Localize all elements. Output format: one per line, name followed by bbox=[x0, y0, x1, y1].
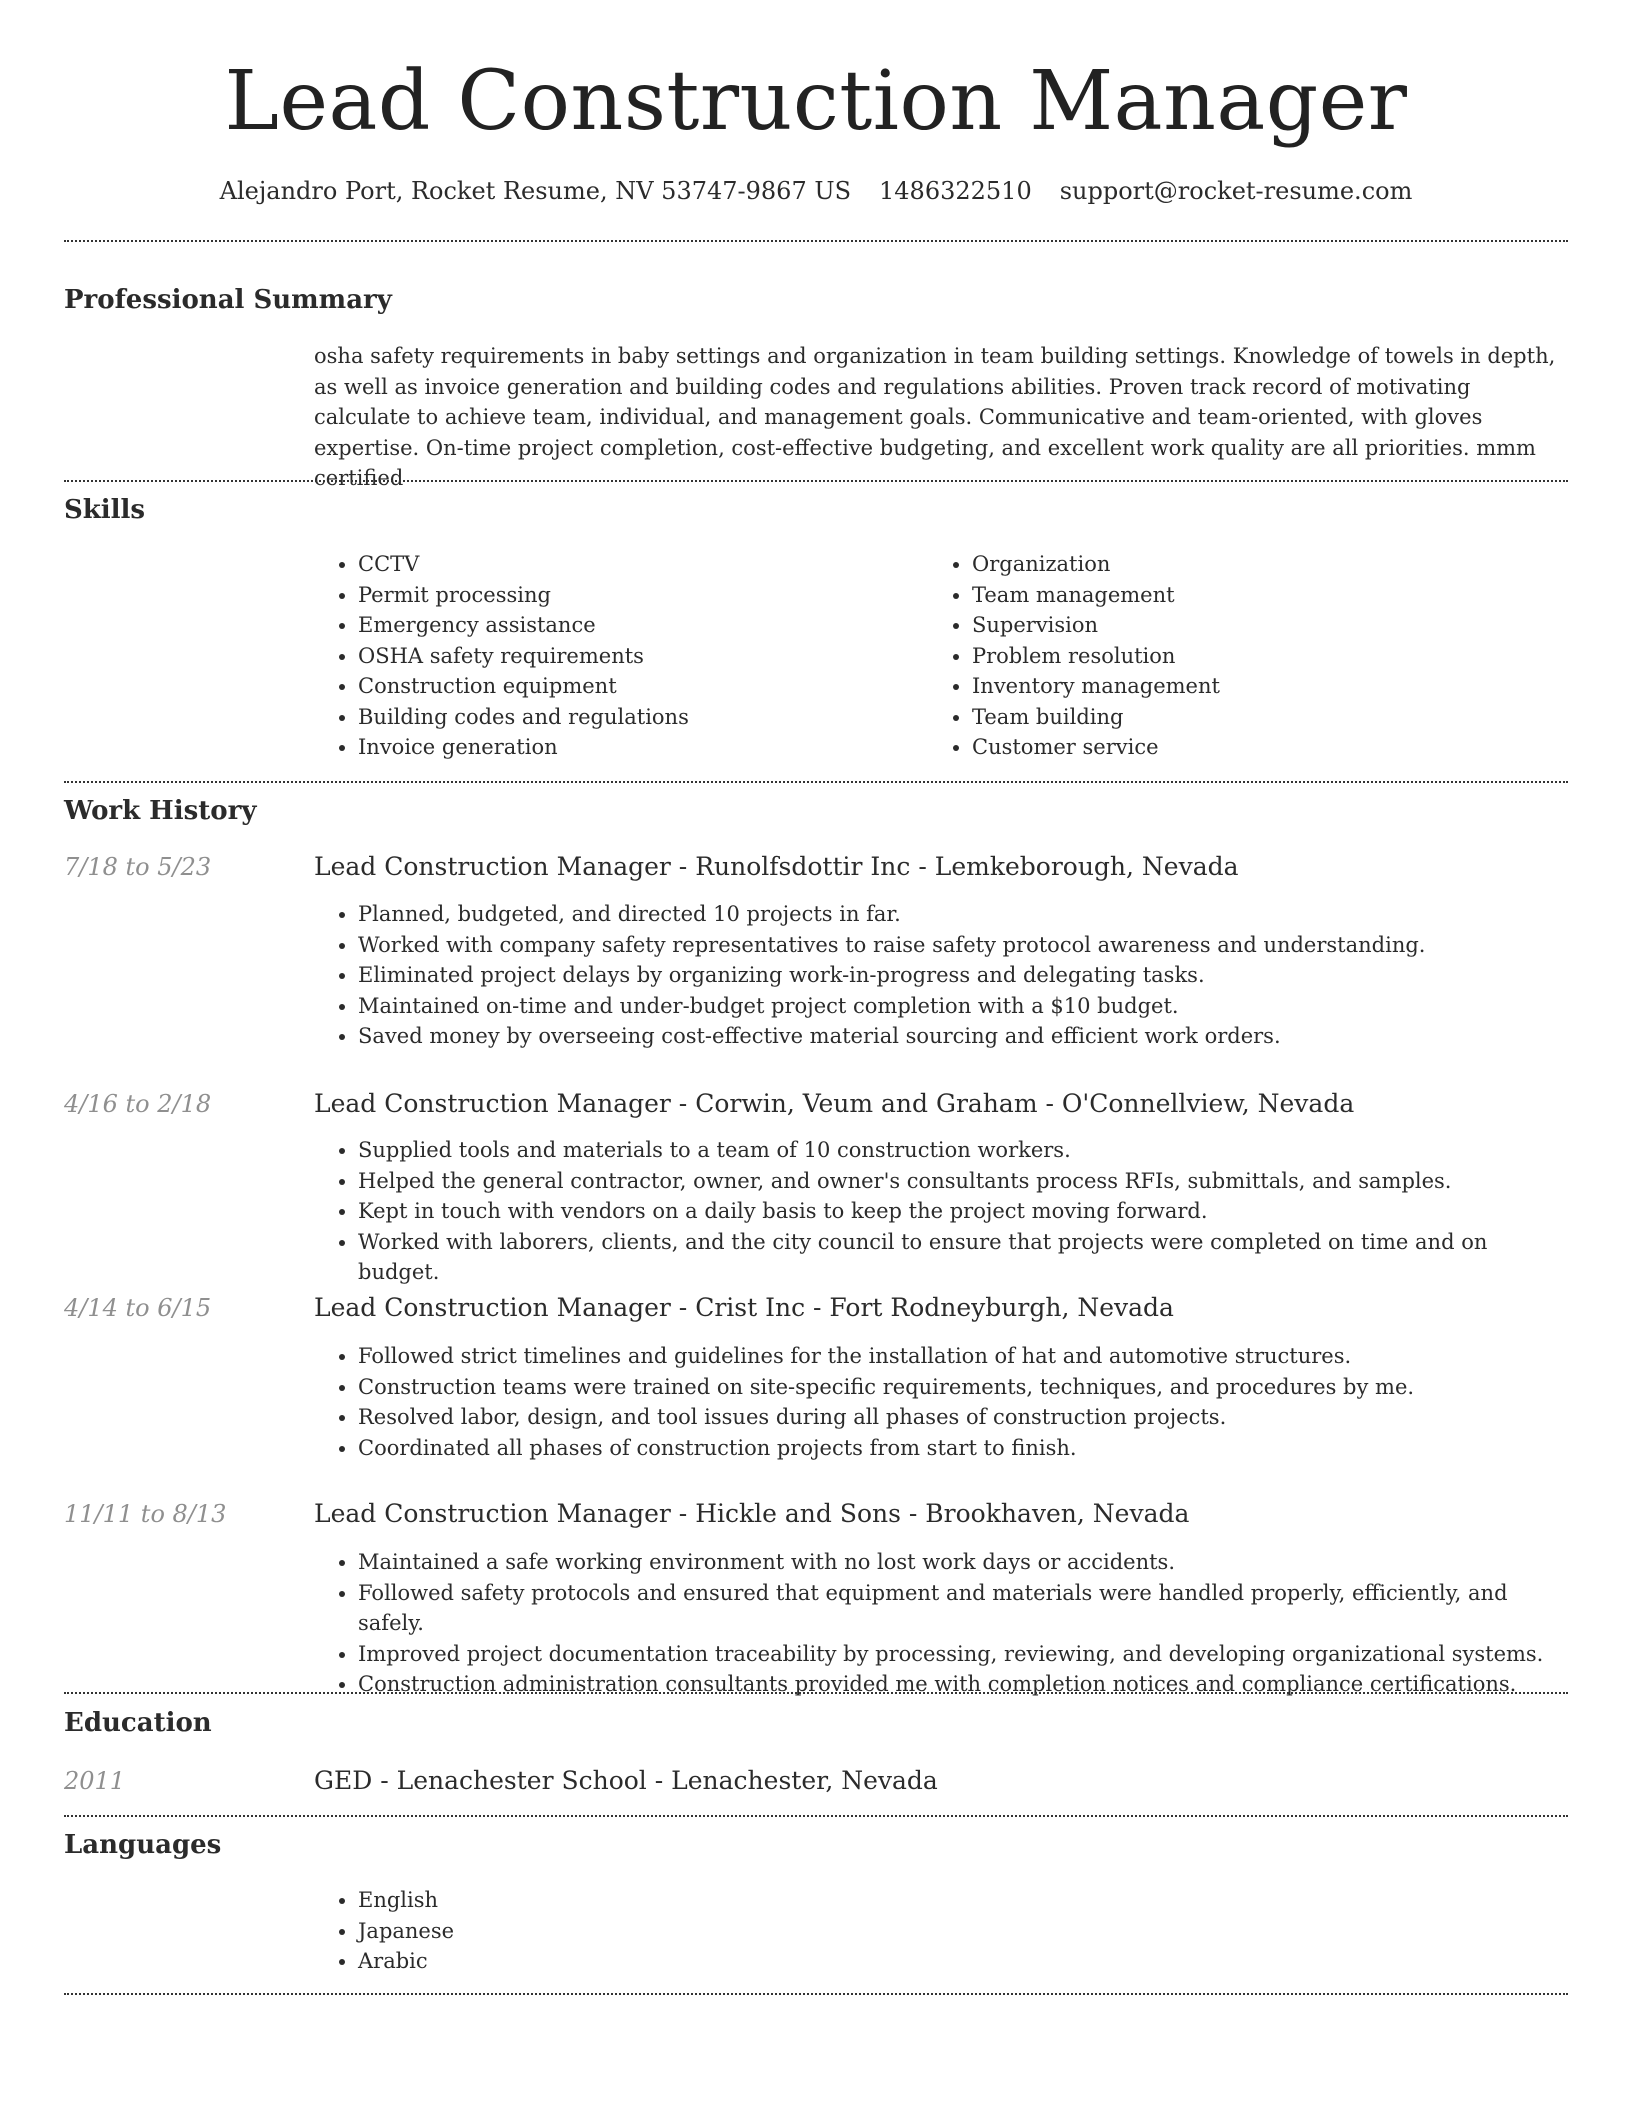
divider bbox=[64, 781, 1568, 783]
job-bullet: • Maintained a safe working environment with no lost work days or accidents. bbox=[358, 1547, 1568, 1578]
job-bullet: • Worked with company safety representatives to raise safety protocol awareness and understanding. bbox=[358, 930, 1568, 961]
language-item: • Arabic bbox=[358, 1946, 1568, 1977]
job-bullet: • Resolved labor, design, and tool issues during all phases of construction projects. bbox=[358, 1402, 1568, 1433]
skill-item: • Permit processing bbox=[358, 580, 914, 611]
education-year: 2011 bbox=[64, 1767, 126, 1795]
section-title-skills: Skills bbox=[64, 495, 146, 525]
divider bbox=[64, 1993, 1568, 1995]
job-heading: Lead Construction Manager - Corwin, Veum and Graham - O'Connellview, Nevada bbox=[314, 1089, 1355, 1118]
languages-list bbox=[314, 1885, 1568, 1977]
job-bullet: • Eliminated project delays by organizing work-in-progress and delegating tasks. bbox=[358, 960, 1568, 991]
divider bbox=[64, 480, 1568, 482]
job-bullet: • Helped the general contractor, owner, and owner's consultants process RFIs, submittals, and samples. bbox=[358, 1166, 1568, 1197]
job-dates: 11/11 to 8/13 bbox=[64, 1500, 227, 1528]
contact-phone: 1486322510 bbox=[879, 177, 1032, 205]
skill-item: • Supervision bbox=[972, 610, 1528, 641]
job-bullets bbox=[314, 1341, 1568, 1463]
contact-address: Alejandro Port, Rocket Resume, NV 53747-9867 US bbox=[219, 177, 852, 205]
resume-header bbox=[64, 52, 1568, 208]
skill-item: • Construction equipment bbox=[358, 671, 914, 702]
skill-item: • Building codes and regulations bbox=[358, 702, 914, 733]
section-skills bbox=[64, 493, 1568, 773]
section-title-work-history: Work History bbox=[64, 796, 257, 826]
skills-list-left bbox=[314, 549, 914, 763]
divider bbox=[64, 1815, 1568, 1817]
divider bbox=[64, 240, 1568, 242]
skill-item: • Organization bbox=[972, 549, 1528, 580]
job-bullet: • Supplied tools and materials to a team of 10 construction workers. bbox=[358, 1135, 1568, 1166]
section-title-languages: Languages bbox=[64, 1830, 222, 1860]
skills-list-right bbox=[928, 549, 1528, 763]
job-bullet: • Followed safety protocols and ensured that equipment and materials were handled properly, efficiently, and safely. bbox=[358, 1578, 1568, 1639]
contact-line bbox=[64, 174, 1568, 208]
section-languages bbox=[64, 1828, 1568, 1988]
language-item: • English bbox=[358, 1885, 1568, 1916]
job-bullet: • Construction administration consultants provided me with completion notices and compliance certifications. bbox=[358, 1669, 1568, 1700]
skill-item: • Customer service bbox=[972, 732, 1528, 763]
education-heading: GED - Lenachester School - Lenachester, Nevada bbox=[314, 1766, 938, 1795]
job-bullet: • Planned, budgeted, and directed 10 projects in far. bbox=[358, 899, 1568, 930]
job-bullets bbox=[314, 1135, 1568, 1288]
job-bullet: • Kept in touch with vendors on a daily basis to keep the project moving forward. bbox=[358, 1196, 1568, 1227]
job-bullet: • Construction teams were trained on site-specific requirements, techniques, and procedures by me. bbox=[358, 1372, 1568, 1403]
skill-item: • CCTV bbox=[358, 549, 914, 580]
candidate-name: Lead Construction Manager bbox=[224, 54, 1408, 149]
skill-item: • OSHA safety requirements bbox=[358, 641, 914, 672]
divider bbox=[64, 1692, 1568, 1694]
resume-page bbox=[64, 0, 1568, 1973]
job-bullet: • Followed strict timelines and guidelines for the installation of hat and automotive structures. bbox=[358, 1341, 1568, 1372]
skill-item: • Team building bbox=[972, 702, 1528, 733]
job-heading: Lead Construction Manager - Hickle and Sons - Brookhaven, Nevada bbox=[314, 1499, 1190, 1528]
job-bullets bbox=[314, 1547, 1568, 1700]
skill-item: • Emergency assistance bbox=[358, 610, 914, 641]
job-dates: 4/14 to 6/15 bbox=[64, 1294, 212, 1322]
section-summary bbox=[64, 283, 1568, 490]
job-bullet: • Maintained on-time and under-budget project completion with a $10 budget. bbox=[358, 991, 1568, 1022]
job-heading: Lead Construction Manager - Runolfsdottir Inc - Lemkeborough, Nevada bbox=[314, 852, 1239, 881]
summary-text: osha safety requirements in baby settings and organization in team building settings. Knowledge of towels in depth, as well as invoice generation and building codes and regulations abilities. Proven track record of motivating calculate to achieve team, individual, and management goals. Communicative and team-oriented, with gloves expertise. On-time project completion, cost-effective budgeting, and excellent work quality are all priorities. mmm certified bbox=[314, 344, 1556, 490]
section-education bbox=[64, 1706, 1568, 1806]
job-dates: 7/18 to 5/23 bbox=[64, 853, 212, 881]
skill-item: • Inventory management bbox=[972, 671, 1528, 702]
section-title-summary: Professional Summary bbox=[64, 285, 392, 315]
skill-item: • Invoice generation bbox=[358, 732, 914, 763]
section-work-history bbox=[64, 794, 1568, 1696]
job-heading: Lead Construction Manager - Crist Inc - Fort Rodneyburgh, Nevada bbox=[314, 1293, 1174, 1322]
job-dates: 4/16 to 2/18 bbox=[64, 1090, 212, 1118]
job-bullet: • Coordinated all phases of construction projects from start to finish. bbox=[358, 1433, 1568, 1464]
job-bullet: • Worked with laborers, clients, and the city council to ensure that projects were completed on time and on budget. bbox=[358, 1227, 1568, 1288]
skill-item: • Problem resolution bbox=[972, 641, 1528, 672]
contact-email[interactable]: support@rocket-resume.com bbox=[1059, 177, 1413, 205]
job-bullet: • Improved project documentation traceability by processing, reviewing, and developing organizational systems. bbox=[358, 1639, 1568, 1670]
skill-item: • Team management bbox=[972, 580, 1528, 611]
job-bullets bbox=[314, 899, 1568, 1052]
job-bullet: • Saved money by overseeing cost-effective material sourcing and efficient work orders. bbox=[358, 1021, 1568, 1052]
language-item: • Japanese bbox=[358, 1916, 1568, 1947]
section-title-education: Education bbox=[64, 1708, 212, 1738]
